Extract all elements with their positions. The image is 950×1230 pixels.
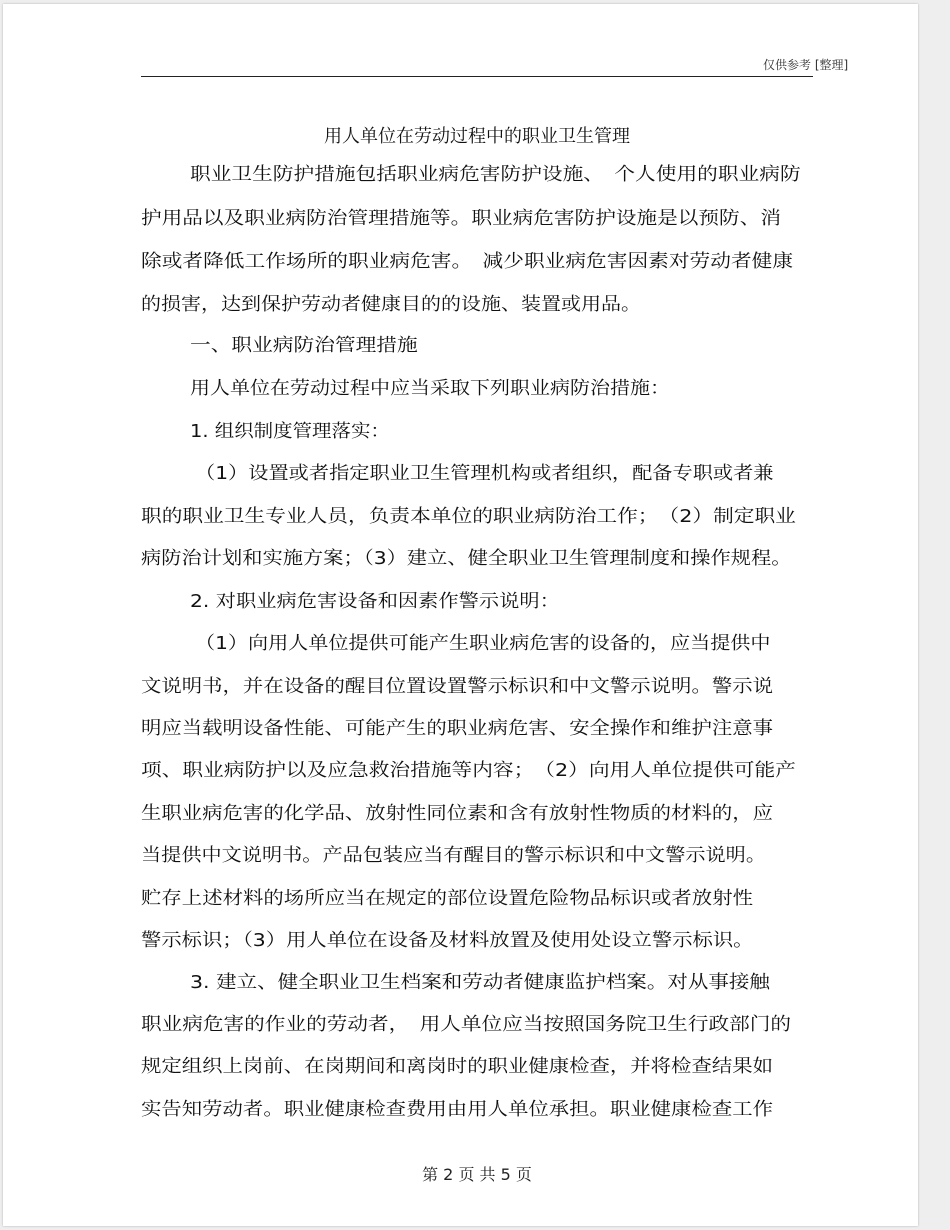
body-line: 文说明书，并在设备的醒目位置设置警示标识和中文警示说明。警示说	[141, 676, 773, 697]
body-line: 规定组织上岗前、在岗期间和离岗时的职业健康检查，并将检查结果如	[141, 1056, 773, 1077]
list-item-heading: 2. 对职业病危害设备和因素作警示说明：	[190, 591, 560, 612]
body-line: 当提供中文说明书。产品包装应当有醒目的警示标识和中文警示说明。	[141, 845, 766, 866]
page-number: 第 2 页 共 5 页	[422, 1165, 532, 1184]
list-item-heading: 1. 组织制度管理落实：	[190, 421, 390, 442]
body-line: 项、职业病防护以及应急救治措施等内容； （2）向用人单位提供可能产	[141, 760, 796, 781]
body-line: 生职业病危害的化学品、放射性同位素和含有放射性物质的材料的，应	[141, 803, 773, 824]
body-line: 除或者降低工作场所的职业病危害。 减少职业病危害因素对劳动者健康	[141, 251, 794, 272]
body-line: 明应当载明设备性能、可能产生的职业病危害、安全操作和维护注意事	[141, 718, 773, 739]
document-title: 用人单位在劳动过程中的职业卫生管理	[324, 126, 630, 147]
body-line: 贮存上述材料的场所应当在规定的部位设置危险物品标识或者放射性	[141, 888, 753, 909]
list-item-heading: 3. 建立、健全职业卫生档案和劳动者健康监护档案。对从事接触	[190, 972, 770, 993]
body-line: （1）设置或者指定职业卫生管理机构或者组织，配备专职或者兼	[195, 463, 774, 484]
body-line: 实告知劳动者。职业健康检查费用由用人单位承担。职业健康检查工作	[141, 1099, 773, 1120]
header-label: 仅供参考 [整理]	[763, 58, 849, 72]
header-rule	[141, 76, 813, 77]
body-line: 的损害，达到保护劳动者健康目的的设施、装置或用品。	[141, 294, 641, 315]
body-line: 职业卫生防护措施包括职业病危害防护设施、 个人使用的职业病防	[190, 164, 801, 185]
body-line: 用人单位在劳动过程中应当采取下列职业病防治措施：	[190, 378, 670, 399]
body-line: 警示标识；（3）用人单位在设备及材料放置及使用处设立警示标识。	[141, 930, 754, 951]
document-page	[3, 4, 918, 1226]
body-line: 职业病危害的作业的劳动者， 用人单位应当按照国务院卫生行政部门的	[141, 1014, 791, 1035]
body-line: 护用品以及职业病防治管理措施等。职业病危害防护设施是以预防、消	[141, 208, 782, 229]
body-line: 病防治计划和实施方案；（3）建立、健全职业卫生管理制度和操作规程。	[141, 548, 792, 569]
section-heading: 一、职业病防治管理措施	[190, 335, 418, 356]
body-line: （1）向用人单位提供可能产生职业病危害的设备的，应当提供中	[195, 633, 771, 654]
body-line: 职的职业卫生专业人员，负责本单位的职业病防治工作； （2）制定职业	[141, 506, 796, 527]
